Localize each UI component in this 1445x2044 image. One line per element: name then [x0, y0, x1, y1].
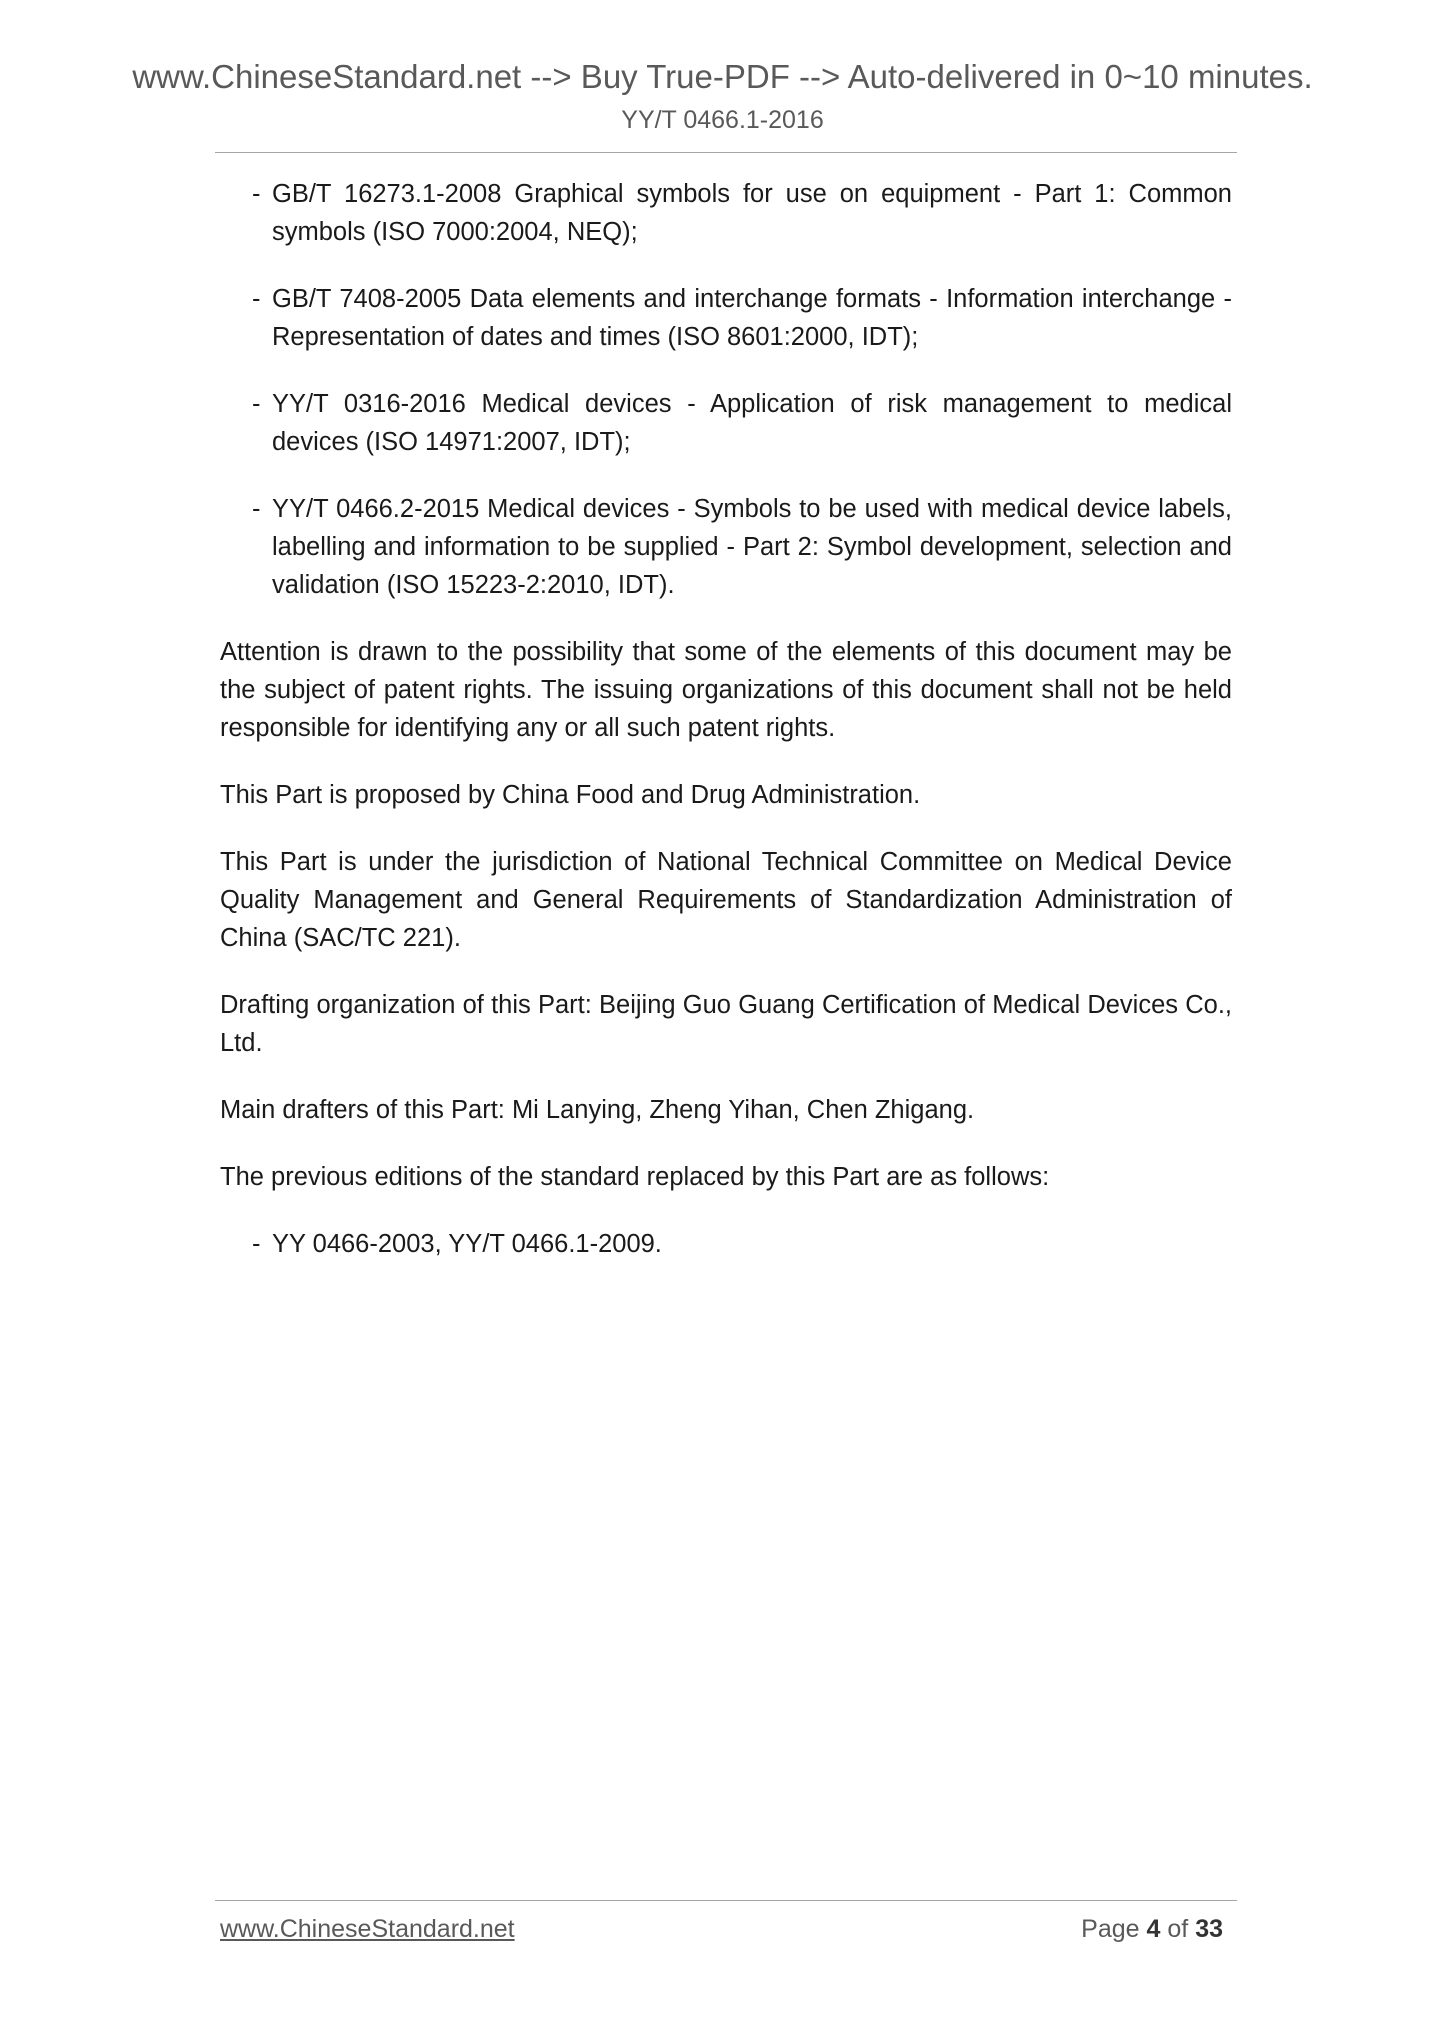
previous-edition-text: YY 0466-2003, YY/T 0466.1-2009. [272, 1230, 662, 1258]
standard-code: YY/T 0466.1-2016 [621, 106, 824, 134]
reference-text: YY/T 0316-2016 Medical devices - Application of risk management to medical devices (ISO 14971:2007, IDT); [272, 390, 1232, 456]
bullet-dash: - [252, 390, 261, 418]
footer-divider [215, 1900, 1237, 1901]
header-divider [215, 152, 1237, 153]
site-banner: www.ChineseStandard.net --> Buy True-PDF --> Auto-delivered in 0~10 minutes. [132, 58, 1313, 95]
previous-edition-item [252, 1225, 1232, 1263]
patent-notice-paragraph: Attention is drawn to the possibility that some of the elements of this document may be the subject of patent rights. The issuing organizations of this document shall not be held responsible for identifying any or all such patent rights. [220, 638, 1232, 742]
bullet-dash: - [252, 495, 261, 523]
reference-text: YY/T 0466.2-2015 Medical devices - Symbols to be used with medical device labels, labelling and information to be supplied - Part 2: Symbol development, selection and validation (ISO 15223-2:2010, IDT). [272, 495, 1232, 599]
bullet-dash: - [252, 180, 261, 208]
page-total: 33 [1195, 1915, 1223, 1943]
drafters-paragraph: Main drafters of this Part: Mi Lanying, Zheng Yihan, Chen Zhigang. [220, 1096, 975, 1124]
bullet-dash: - [252, 285, 261, 313]
drafting-organization-paragraph: Drafting organization of this Part: Beijing Guo Guang Certification of Medical Devices Co., Ltd. [220, 991, 1232, 1057]
document-body [220, 175, 1232, 1292]
previous-editions-paragraph: The previous editions of the standard replaced by this Part are as follows: [220, 1163, 1050, 1191]
page-indicator [1081, 1915, 1223, 1944]
jurisdiction-paragraph: This Part is under the jurisdiction of National Technical Committee on Medical Device Quality Management and General Requirements of Standardization Administration of China (SAC/TC 221). [220, 848, 1232, 952]
proposer-paragraph: This Part is proposed by China Food and Drug Administration. [220, 781, 921, 809]
reference-item [252, 280, 1232, 356]
reference-item [252, 385, 1232, 461]
page-label: Page [1081, 1915, 1140, 1943]
bullet-dash: - [252, 1230, 261, 1258]
page-of: of [1167, 1915, 1189, 1943]
reference-item [252, 490, 1232, 604]
reference-text: GB/T 7408-2005 Data elements and interchange formats - Information interchange - Representation of dates and times (ISO 8601:2000, IDT); [272, 285, 1232, 351]
footer-site-link[interactable]: www.ChineseStandard.net [220, 1915, 515, 1943]
page-current: 4 [1146, 1915, 1161, 1943]
reference-text: GB/T 16273.1-2008 Graphical symbols for use on equipment - Part 1: Common symbols (ISO 7000:2004, NEQ); [272, 180, 1232, 246]
reference-item [252, 175, 1232, 251]
